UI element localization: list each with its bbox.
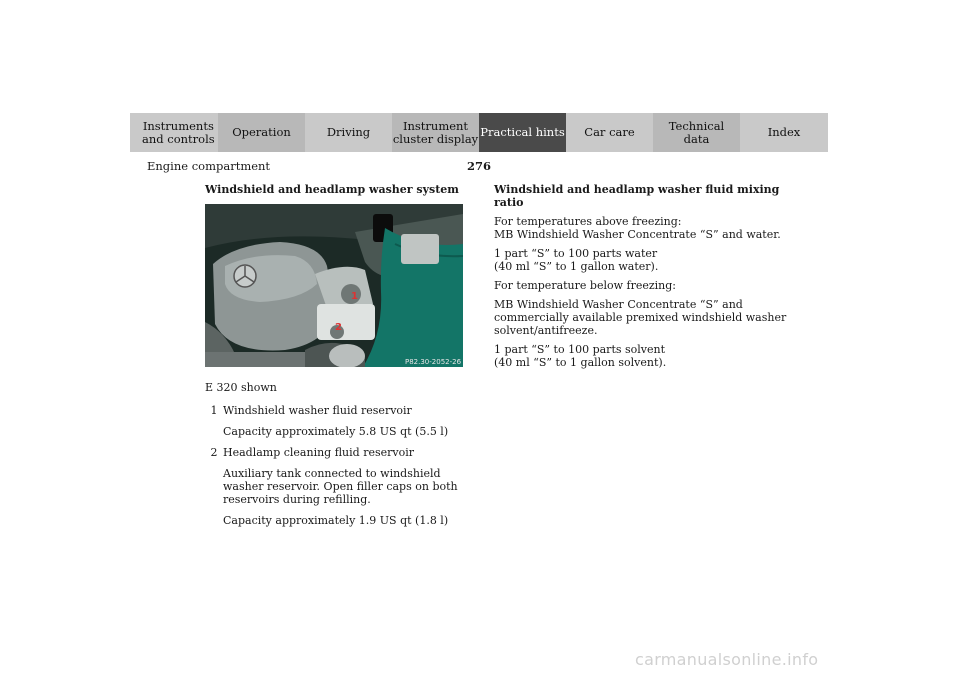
paragraph: For temperatures above freezing: MB Windshield Washer Concentrate “S” and water.: [494, 215, 781, 241]
callout-1: 1: [351, 291, 358, 302]
section-title: Engine compartment: [147, 159, 271, 173]
paragraph: 1 part “S” to 100 parts solvent (40 ml “S” to 1 gallon solvent).: [494, 343, 667, 369]
tab-operation[interactable]: Operation: [218, 113, 305, 152]
tab-driving[interactable]: Driving: [305, 113, 392, 152]
tab-index[interactable]: Index: [740, 113, 828, 152]
tab-car-care[interactable]: Car care: [566, 113, 653, 152]
mixing-ratio-heading: Windshield and headlamp washer fluid mixing ratio: [494, 183, 780, 209]
image-code: P82.30-2052-26: [405, 358, 462, 366]
item-number: 2: [210, 446, 218, 459]
tab-instrument-cluster-display[interactable]: Instrument cluster display: [392, 113, 479, 152]
item-detail: Capacity approximately 5.8 US qt (5.5 l): [223, 425, 449, 438]
washer-system-heading: Windshield and headlamp washer system: [205, 183, 459, 196]
list-item: [205, 446, 467, 459]
page-number: 276: [467, 159, 492, 173]
item-text: Headlamp cleaning fluid reservoir: [223, 446, 414, 459]
paragraph: For temperature below freezing:: [494, 279, 677, 292]
tab-instruments-and-controls[interactable]: Instruments and controls: [130, 113, 218, 152]
item-detail: Capacity approximately 1.9 US qt (1.8 l): [223, 514, 449, 527]
callout-2: 2: [335, 322, 342, 333]
right-column: [494, 183, 794, 375]
left-column: [205, 183, 467, 535]
paragraph: MB Windshield Washer Concentrate “S” and commercially available premixed windshield washer solvent/antifreeze.: [494, 298, 787, 337]
item-detail: Auxiliary tank connected to windshield washer reservoir. Open filler caps on both reservoirs during refilling.: [223, 467, 458, 506]
item-text: Windshield washer fluid reservoir: [223, 404, 412, 417]
list-item: [205, 404, 467, 417]
image-caption: E 320 shown: [205, 381, 277, 394]
paragraph: 1 part “S” to 100 parts water (40 ml “S” to 1 gallon water).: [494, 247, 659, 273]
item-number: 1: [210, 404, 218, 417]
tab-technical-data[interactable]: Technical data: [653, 113, 740, 152]
watermark: carmanualsonline.info: [635, 650, 819, 669]
top-navigation-tabs: [130, 113, 828, 152]
engine-compartment-photo: [205, 204, 463, 367]
tab-practical-hints[interactable]: Practical hints: [479, 113, 566, 152]
